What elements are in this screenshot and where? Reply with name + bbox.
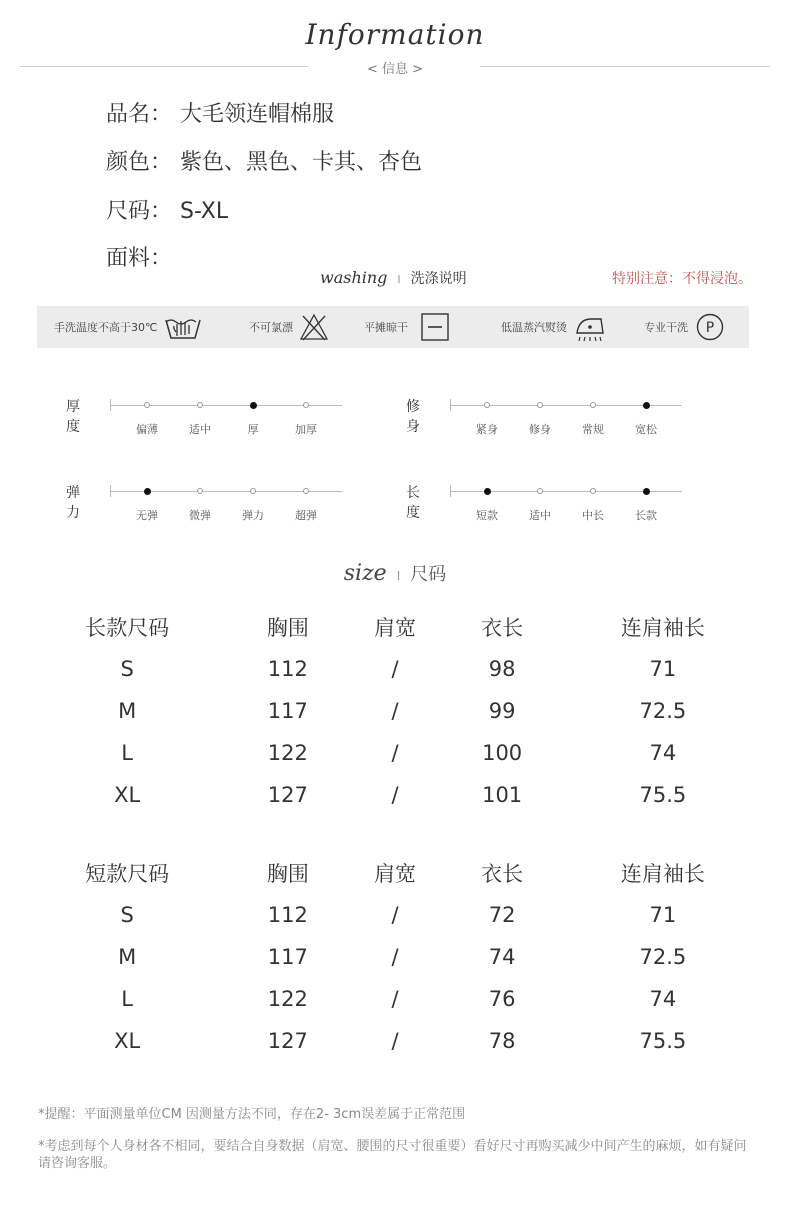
table-header: 胸围 (266, 862, 309, 886)
scale-dot (590, 402, 596, 408)
wash-item-dry-clean (644, 306, 726, 348)
divider: I (396, 569, 401, 583)
table-cell: L (121, 741, 133, 765)
measurement-reminder: *提醒：平面测量单位CM 因测量方法不同，存在2- 3cm误差属于正常范围 (38, 1107, 466, 1122)
info-value: 大毛领连帽棉服 (180, 102, 335, 127)
scale-option: 加厚 (295, 423, 317, 436)
washing-warning: 特别注意：不得浸泡。 (612, 271, 752, 287)
info-label: 面料： (106, 246, 173, 271)
table-cell: 99 (488, 699, 516, 723)
table-cell: 71 (649, 657, 677, 681)
scale-option: 短款 (476, 509, 498, 522)
table-cell: S (120, 657, 134, 681)
table-header-row (20, 606, 770, 648)
table-header: 肩宽 (373, 862, 416, 886)
washing-heading (320, 268, 467, 288)
table-cell: 72.5 (639, 699, 687, 723)
scale-option: 适中 (189, 423, 211, 436)
dry-clean-p-icon (694, 312, 726, 342)
scale-option: 偏薄 (136, 423, 158, 436)
table-cell: 74 (488, 945, 516, 969)
table-cell: / (391, 1029, 399, 1053)
table-cell: 127 (267, 1029, 308, 1053)
scale-tick (110, 399, 111, 411)
table-row (20, 978, 770, 1020)
wash-item-no-bleach (249, 306, 329, 348)
page-title: Information (305, 18, 485, 51)
wash-label: 平摊晾干 (364, 321, 408, 334)
info-label: 颜色： (106, 150, 173, 175)
table-header: 胸围 (266, 616, 309, 640)
dry-flat-icon (414, 312, 454, 342)
info-row-color (106, 145, 422, 176)
table-header: 连肩袖长 (620, 616, 705, 640)
table-row (20, 936, 770, 978)
table-cell: 78 (488, 1029, 516, 1053)
table-cell: / (391, 903, 399, 927)
table-cell: / (391, 783, 399, 807)
wash-label: 低温蒸汽熨烫 (501, 321, 567, 334)
scale-dot-selected (250, 402, 257, 409)
scale-option: 紧身 (476, 423, 498, 436)
scale-dot-selected (643, 488, 650, 495)
info-row-size (106, 194, 228, 225)
scale-dot (590, 488, 596, 494)
info-value: S-XL (180, 199, 229, 224)
scale-dot (197, 402, 203, 408)
wash-label: 专业干洗 (644, 321, 688, 334)
scale-tick (450, 399, 451, 411)
table-cell: / (391, 657, 399, 681)
table-cell: / (391, 945, 399, 969)
table-cell: S (120, 903, 134, 927)
scale-option: 宽松 (635, 423, 657, 436)
table-cell: 75.5 (639, 783, 687, 807)
iron-low-steam-icon (573, 311, 607, 343)
table-row (20, 774, 770, 816)
table-header: 肩宽 (373, 616, 416, 640)
size-script-title: size (343, 561, 387, 586)
scale-dot (484, 402, 490, 408)
table-header-row (20, 852, 770, 894)
table-cell: 71 (649, 903, 677, 927)
divider: I (397, 273, 401, 286)
table-cell: M (118, 699, 137, 723)
scale-tick (450, 485, 451, 497)
wash-item-hand-wash (54, 306, 203, 348)
scale-option: 微弹 (189, 509, 211, 522)
table-cell: 72.5 (639, 945, 687, 969)
scale-dot-selected (643, 402, 650, 409)
scale-dot (197, 488, 203, 494)
table-row (20, 732, 770, 774)
table-cell: 74 (649, 741, 677, 765)
page-subtitle: < 信息 > (366, 62, 424, 77)
size-table-short (20, 852, 770, 1062)
size-advice: *考虑到每个人身材各不相同，要结合自身数据（肩宽、腰围的尺寸很重要）看好尺寸再购买减少中间产生的麻烦，如有疑问请咨询客服。 (38, 1139, 747, 1171)
washing-title: 洗涤说明 (410, 271, 467, 287)
table-cell: XL (114, 1029, 141, 1053)
table-cell: 112 (267, 657, 308, 681)
scale-option: 弹力 (242, 509, 264, 522)
wash-label: 手洗温度不高于30℃ (54, 321, 158, 334)
scale-title: 长度 (406, 485, 420, 521)
info-label: 品名： (106, 102, 173, 127)
size-heading (0, 560, 790, 586)
washing-script-title: washing (320, 268, 388, 287)
hand-wash-icon (163, 312, 203, 342)
scale-option: 长款 (635, 509, 657, 522)
table-cell: L (121, 987, 133, 1011)
scale-option: 中长 (582, 509, 604, 522)
table-header: 短款尺码 (85, 862, 170, 886)
wash-item-iron (501, 306, 607, 348)
table-cell: 100 (482, 741, 523, 765)
table-cell: / (391, 987, 399, 1011)
table-cell: 98 (488, 657, 516, 681)
washing-instructions-bar (37, 306, 749, 348)
table-row (20, 648, 770, 690)
table-cell: 127 (267, 783, 308, 807)
table-cell: 72 (488, 903, 516, 927)
table-cell: 122 (267, 987, 308, 1011)
table-cell: 75.5 (639, 1029, 687, 1053)
size-title: 尺码 (410, 564, 447, 585)
scale-title: 修身 (406, 399, 420, 435)
table-cell: M (118, 945, 137, 969)
table-header: 连肩袖长 (620, 862, 705, 886)
scale-dot (303, 402, 309, 408)
info-label: 尺码： (106, 199, 173, 224)
table-row (20, 1020, 770, 1062)
table-cell: XL (114, 783, 141, 807)
scale-dot-selected (484, 488, 491, 495)
table-cell: / (391, 699, 399, 723)
info-value: 紫色、黑色、卡其、杏色 (180, 150, 423, 175)
scale-dot-selected (144, 488, 151, 495)
table-cell: 117 (267, 699, 308, 723)
info-row-fabric (106, 241, 180, 272)
svg-text:P: P (705, 320, 715, 336)
table-cell: / (391, 741, 399, 765)
size-table-long (20, 606, 770, 816)
table-row (20, 894, 770, 936)
scale-tick (110, 485, 111, 497)
scale-title: 弹力 (66, 485, 80, 521)
table-cell: 76 (488, 987, 516, 1011)
scale-option: 超弹 (295, 509, 317, 522)
table-row (20, 690, 770, 732)
scale-option: 厚 (247, 423, 259, 436)
table-cell: 117 (267, 945, 308, 969)
scale-dot (537, 402, 543, 408)
table-header: 长款尺码 (85, 616, 170, 640)
table-cell: 122 (267, 741, 308, 765)
table-cell: 112 (267, 903, 308, 927)
wash-item-dry-flat (364, 306, 454, 348)
table-cell: 101 (482, 783, 523, 807)
scale-dot (303, 488, 309, 494)
info-row-name (106, 97, 334, 128)
scale-option: 适中 (529, 509, 551, 522)
scale-dot (250, 488, 256, 494)
scale-option: 常规 (582, 423, 604, 436)
wash-label: 不可氯漂 (249, 321, 293, 334)
table-header: 衣长 (481, 616, 524, 640)
scale-option: 修身 (529, 423, 551, 436)
table-cell: 74 (649, 987, 677, 1011)
scale-dot (144, 402, 150, 408)
scale-option: 无弹 (136, 509, 158, 522)
table-header: 衣长 (481, 862, 524, 886)
scale-dot (537, 488, 543, 494)
scale-title: 厚度 (66, 399, 80, 435)
no-bleach-icon (299, 312, 329, 342)
